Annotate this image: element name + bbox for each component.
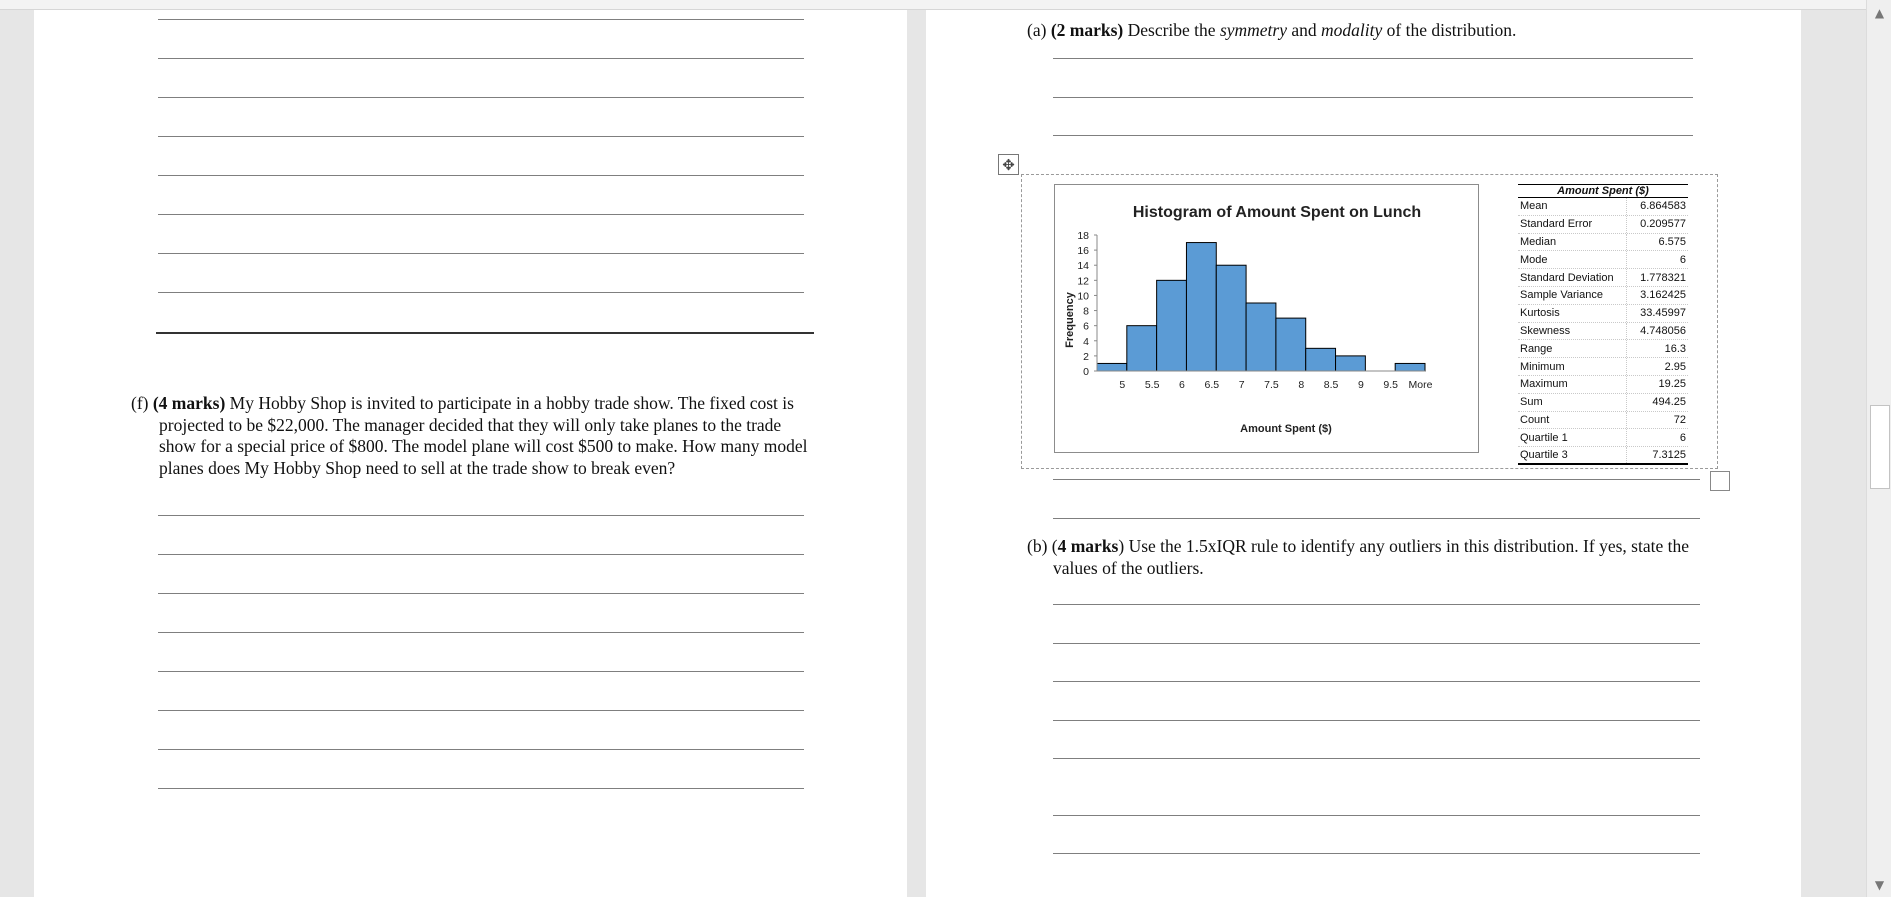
chevron-down-icon[interactable]: ▼ — [1874, 877, 1885, 892]
chevron-up-icon[interactable]: ▲ — [1874, 5, 1885, 20]
y-tick-label: 8 — [1083, 305, 1089, 318]
y-tick-label: 16 — [1077, 245, 1089, 258]
stats-label: Mode — [1520, 253, 1548, 266]
x-tick-label: 6 — [1179, 379, 1185, 391]
histogram-bar — [1157, 280, 1187, 371]
y-tick-label: 18 — [1077, 230, 1089, 242]
stats-label: Skewness — [1520, 324, 1571, 337]
answer-line[interactable] — [1053, 815, 1700, 816]
chart-title: Histogram of Amount Spent on Lunch — [1132, 204, 1422, 221]
answer-line[interactable] — [1053, 853, 1700, 854]
question-f-line2: projected to be $22,000. The manager decided that they will only take planes to the trade — [159, 414, 782, 435]
resize-handle[interactable] — [1710, 471, 1730, 491]
answer-line[interactable] — [158, 671, 804, 672]
x-tick-label: 7 — [1238, 379, 1245, 391]
answer-line[interactable] — [158, 515, 804, 516]
stats-row — [1518, 251, 1688, 269]
question-a-marks: (2 marks) — [1050, 20, 1124, 40]
histogram-bar — [1306, 348, 1336, 371]
stats-row — [1518, 323, 1688, 341]
histogram-bar — [1186, 243, 1216, 371]
stats-label: Minimum — [1520, 360, 1565, 373]
stats-row — [1518, 234, 1688, 252]
stats-label: Maximum — [1520, 378, 1568, 391]
answer-line[interactable] — [158, 253, 804, 254]
answer-line[interactable] — [158, 136, 804, 137]
document-top-edge — [0, 0, 1866, 10]
y-tick-label: 10 — [1077, 290, 1089, 303]
stats-row — [1518, 412, 1688, 430]
y-tick-label: 14 — [1077, 260, 1089, 273]
histogram-bar — [1127, 326, 1157, 371]
answer-line[interactable] — [1053, 758, 1700, 759]
move-icon[interactable]: ✥ — [998, 154, 1019, 175]
y-tick-label: 2 — [1083, 350, 1089, 363]
x-tick-label: 9.5 — [1383, 379, 1399, 391]
stats-label: Range — [1520, 342, 1553, 355]
stats-label: Quartile 3 — [1520, 449, 1568, 462]
stats-row — [1518, 340, 1688, 358]
question-a-text: Describe the — [1123, 20, 1220, 40]
question-a[interactable] — [1027, 20, 1767, 42]
stats-value: 3.162425 — [1626, 287, 1688, 304]
stats-value: 16.3 — [1626, 340, 1688, 357]
stats-row — [1518, 358, 1688, 376]
stats-label: Standard Error — [1520, 218, 1593, 231]
histogram-chart[interactable] — [1054, 184, 1479, 453]
answer-line[interactable] — [158, 58, 804, 59]
answer-line[interactable] — [158, 175, 804, 176]
question-f-marks: (4 marks) — [152, 393, 226, 413]
answer-line[interactable] — [158, 292, 804, 293]
stats-row — [1518, 287, 1688, 305]
x-tick-label: 9 — [1357, 379, 1364, 391]
answer-line[interactable] — [1053, 604, 1700, 605]
stats-row — [1518, 269, 1688, 287]
question-a-text: of the distribution. — [1382, 20, 1517, 40]
histogram-bar — [1336, 356, 1366, 371]
right-page[interactable] — [926, 10, 1801, 897]
stats-value: 6 — [1626, 251, 1688, 268]
stats-value: 7.3125 — [1626, 447, 1688, 463]
vertical-scrollbar[interactable] — [1866, 0, 1891, 897]
x-tick-label: 5 — [1119, 379, 1126, 391]
histogram-bar — [1276, 318, 1306, 371]
y-tick-label: 12 — [1077, 275, 1089, 288]
histogram-svg — [1055, 185, 1480, 454]
stats-label: Kurtosis — [1520, 307, 1560, 320]
answer-line[interactable] — [158, 97, 804, 98]
stats-value: 4.748056 — [1626, 323, 1688, 340]
answer-line[interactable] — [1053, 479, 1700, 480]
stats-table[interactable] — [1518, 184, 1688, 465]
stats-value: 6.864583 — [1626, 198, 1688, 215]
answer-line[interactable] — [1053, 518, 1700, 519]
question-f[interactable] — [131, 393, 851, 479]
stats-row — [1518, 394, 1688, 412]
stats-value: 19.25 — [1626, 376, 1688, 393]
stats-label: Sample Variance — [1520, 289, 1603, 302]
answer-line[interactable] — [158, 554, 804, 555]
section-divider — [156, 332, 814, 334]
question-b-marks: 4 marks — [1057, 536, 1119, 556]
answer-line[interactable] — [158, 710, 804, 711]
stats-row — [1518, 447, 1688, 465]
stats-value: 494.25 — [1626, 394, 1688, 411]
chart-y-axis-label: Frequency — [1064, 292, 1076, 348]
scrollbar-thumb[interactable] — [1870, 405, 1890, 489]
y-tick-label: 4 — [1083, 335, 1089, 348]
stats-label: Mean — [1520, 200, 1548, 213]
answer-line[interactable] — [158, 214, 804, 215]
question-b-line2: values of the outliers. — [1053, 557, 1204, 578]
x-tick-label: 5.5 — [1144, 379, 1160, 391]
answer-line[interactable] — [1053, 681, 1700, 682]
answer-line[interactable] — [158, 749, 804, 750]
stats-value: 6.575 — [1626, 234, 1688, 251]
question-a-modality: modality — [1321, 20, 1383, 40]
stats-value: 72 — [1626, 412, 1688, 429]
answer-line[interactable] — [158, 19, 804, 20]
question-f-line3: show for a special price of $800. The model plane will cost $500 to make. How many model — [159, 436, 808, 456]
answer-line[interactable] — [158, 788, 804, 789]
stats-table-header: Amount Spent ($) — [1518, 184, 1688, 198]
histogram-bar — [1216, 265, 1246, 371]
y-tick-label: 6 — [1083, 320, 1089, 333]
question-b[interactable] — [1027, 536, 1717, 579]
question-a-letter: (a) — [1027, 20, 1047, 40]
stats-row — [1518, 198, 1688, 216]
question-b-line1: ) Use the 1.5xIQR rule to identify any outliers in this distribution. If yes, state the — [1118, 536, 1689, 556]
x-tick-label: 8 — [1298, 379, 1305, 391]
stats-row — [1518, 216, 1688, 234]
stats-value: 2.95 — [1626, 358, 1688, 375]
question-b-letter: (b) ( — [1027, 536, 1058, 556]
answer-line[interactable] — [1053, 135, 1693, 136]
chart-x-axis-label: Amount Spent ($) — [1240, 423, 1332, 435]
question-a-symmetry: symmetry — [1219, 20, 1287, 40]
histogram-bar — [1246, 303, 1276, 371]
answer-line[interactable] — [158, 593, 804, 594]
y-tick-label: 0 — [1083, 366, 1089, 378]
x-tick-label: 6.5 — [1204, 379, 1220, 391]
x-tick-label: 8.5 — [1323, 379, 1339, 391]
stats-label: Count — [1520, 413, 1550, 426]
question-f-letter: (f) — [131, 393, 149, 413]
question-a-text: and — [1287, 20, 1322, 40]
stats-value: 1.778321 — [1626, 269, 1688, 286]
answer-line[interactable] — [1053, 643, 1700, 644]
answer-line[interactable] — [1053, 58, 1693, 59]
stats-label: Quartile 1 — [1520, 431, 1568, 444]
x-tick-label: 7.5 — [1264, 379, 1279, 391]
answer-line[interactable] — [1053, 97, 1693, 98]
stats-row — [1518, 376, 1688, 394]
histogram-bar — [1097, 363, 1127, 371]
stats-value: 6 — [1626, 429, 1688, 446]
stats-value: 0.209577 — [1626, 216, 1688, 233]
stats-row — [1518, 429, 1688, 447]
x-tick-label: More — [1408, 379, 1433, 391]
stats-label: Sum — [1520, 396, 1543, 409]
stats-label: Median — [1520, 235, 1557, 248]
left-page[interactable] — [34, 10, 907, 897]
question-f-line4: planes does My Hobby Shop need to sell at the trade show to break even? — [159, 457, 676, 478]
stats-label: Standard Deviation — [1520, 271, 1614, 284]
answer-line[interactable] — [158, 632, 804, 633]
question-f-line1: My Hobby Shop is invited to participate in a hobby trade show. The fixed cost is — [225, 393, 794, 413]
stats-value: 33.45997 — [1626, 305, 1688, 322]
answer-line[interactable] — [1053, 720, 1700, 721]
stats-row — [1518, 305, 1688, 323]
histogram-bar — [1395, 363, 1425, 371]
